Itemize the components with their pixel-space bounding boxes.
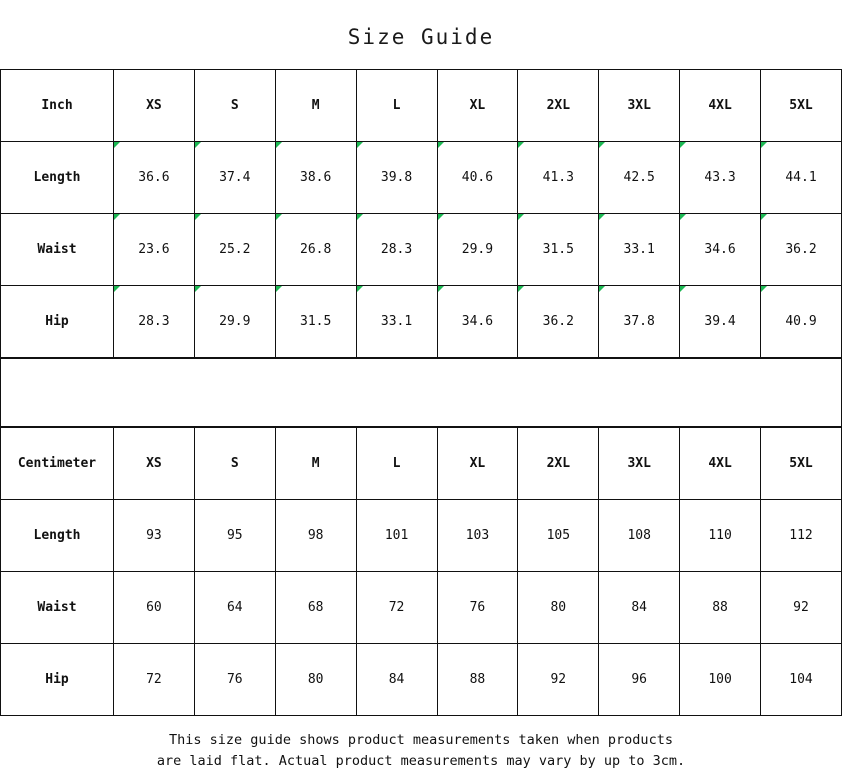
table-row bbox=[1, 572, 842, 644]
column-header: XS bbox=[114, 70, 195, 142]
table-cell: 34.6 bbox=[680, 214, 761, 286]
table-cell: 41.3 bbox=[518, 142, 599, 214]
table-cell: 29.9 bbox=[194, 286, 275, 358]
table-cell: 36.2 bbox=[518, 286, 599, 358]
inch-size-table bbox=[0, 69, 842, 358]
table-cell: 43.3 bbox=[680, 142, 761, 214]
table-cell: 80 bbox=[518, 572, 599, 644]
column-header: L bbox=[356, 428, 437, 500]
table-row bbox=[1, 214, 842, 286]
column-header: S bbox=[194, 70, 275, 142]
table-cell: 96 bbox=[599, 644, 680, 716]
table-cell: 37.8 bbox=[599, 286, 680, 358]
table-cell: 28.3 bbox=[356, 214, 437, 286]
table-cell: 80 bbox=[275, 644, 356, 716]
row-label: Length bbox=[1, 500, 114, 572]
table-cell: 25.2 bbox=[194, 214, 275, 286]
table-header-row bbox=[1, 428, 842, 500]
table-cell: 38.6 bbox=[275, 142, 356, 214]
table-cell: 31.5 bbox=[518, 214, 599, 286]
table-cell: 44.1 bbox=[761, 142, 842, 214]
table-row bbox=[1, 500, 842, 572]
table-cell: 39.4 bbox=[680, 286, 761, 358]
table-row bbox=[1, 644, 842, 716]
table-cell: 76 bbox=[194, 644, 275, 716]
table-cell: 23.6 bbox=[114, 214, 195, 286]
column-header: M bbox=[275, 70, 356, 142]
table-cell: 88 bbox=[680, 572, 761, 644]
column-header: XL bbox=[437, 428, 518, 500]
table-cell: 104 bbox=[761, 644, 842, 716]
row-label: Hip bbox=[1, 644, 114, 716]
table-cell: 110 bbox=[680, 500, 761, 572]
column-header: XS bbox=[114, 428, 195, 500]
table-cell: 64 bbox=[194, 572, 275, 644]
column-header: L bbox=[356, 70, 437, 142]
table-cell: 37.4 bbox=[194, 142, 275, 214]
table-cell: 93 bbox=[114, 500, 195, 572]
row-label: Waist bbox=[1, 214, 114, 286]
column-header: 5XL bbox=[761, 428, 842, 500]
table-row bbox=[1, 142, 842, 214]
table-cell: 100 bbox=[680, 644, 761, 716]
size-guide-footnote bbox=[0, 716, 842, 772]
table-cell: 39.8 bbox=[356, 142, 437, 214]
footnote-line-1: This size guide shows product measurements taken when products bbox=[169, 732, 673, 748]
table-cell: 108 bbox=[599, 500, 680, 572]
centimeter-size-table bbox=[0, 427, 842, 716]
column-header: 3XL bbox=[599, 428, 680, 500]
row-label: Length bbox=[1, 142, 114, 214]
column-header: 3XL bbox=[599, 70, 680, 142]
table-divider-band bbox=[0, 358, 842, 427]
page-title: Size Guide bbox=[347, 25, 495, 49]
column-header: XL bbox=[437, 70, 518, 142]
table-cell: 68 bbox=[275, 572, 356, 644]
table-cell: 72 bbox=[356, 572, 437, 644]
column-header: 5XL bbox=[761, 70, 842, 142]
table-cell: 105 bbox=[518, 500, 599, 572]
table-cell: 40.9 bbox=[761, 286, 842, 358]
table-cell: 29.9 bbox=[437, 214, 518, 286]
table-cell: 92 bbox=[518, 644, 599, 716]
table-cell: 92 bbox=[761, 572, 842, 644]
column-header: 4XL bbox=[680, 70, 761, 142]
table-cell: 84 bbox=[356, 644, 437, 716]
table-cell: 36.2 bbox=[761, 214, 842, 286]
table-cell: 40.6 bbox=[437, 142, 518, 214]
table-cell: 60 bbox=[114, 572, 195, 644]
table-row bbox=[1, 286, 842, 358]
table-cell: 98 bbox=[275, 500, 356, 572]
table-cell: 84 bbox=[599, 572, 680, 644]
table-cell: 42.5 bbox=[599, 142, 680, 214]
column-header: 2XL bbox=[518, 428, 599, 500]
column-header: 4XL bbox=[680, 428, 761, 500]
table-cell: 95 bbox=[194, 500, 275, 572]
table-cell: 28.3 bbox=[114, 286, 195, 358]
table-cell: 33.1 bbox=[356, 286, 437, 358]
table-cell: 88 bbox=[437, 644, 518, 716]
table-cell: 76 bbox=[437, 572, 518, 644]
table-cell: 101 bbox=[356, 500, 437, 572]
table-header-row bbox=[1, 70, 842, 142]
table-cell: 31.5 bbox=[275, 286, 356, 358]
table-cell: 33.1 bbox=[599, 214, 680, 286]
table-cell: 103 bbox=[437, 500, 518, 572]
table-cell: 26.8 bbox=[275, 214, 356, 286]
column-header: S bbox=[194, 428, 275, 500]
unit-header-centimeter: Centimeter bbox=[1, 428, 114, 500]
row-label: Waist bbox=[1, 572, 114, 644]
row-label: Hip bbox=[1, 286, 114, 358]
column-header: M bbox=[275, 428, 356, 500]
table-cell: 112 bbox=[761, 500, 842, 572]
column-header: 2XL bbox=[518, 70, 599, 142]
table-cell: 72 bbox=[114, 644, 195, 716]
table-cell: 34.6 bbox=[437, 286, 518, 358]
footnote-line-2: are laid flat. Actual product measurements may vary by up to 3cm. bbox=[156, 752, 686, 769]
unit-header-inch: Inch bbox=[1, 70, 114, 142]
table-cell: 36.6 bbox=[114, 142, 195, 214]
